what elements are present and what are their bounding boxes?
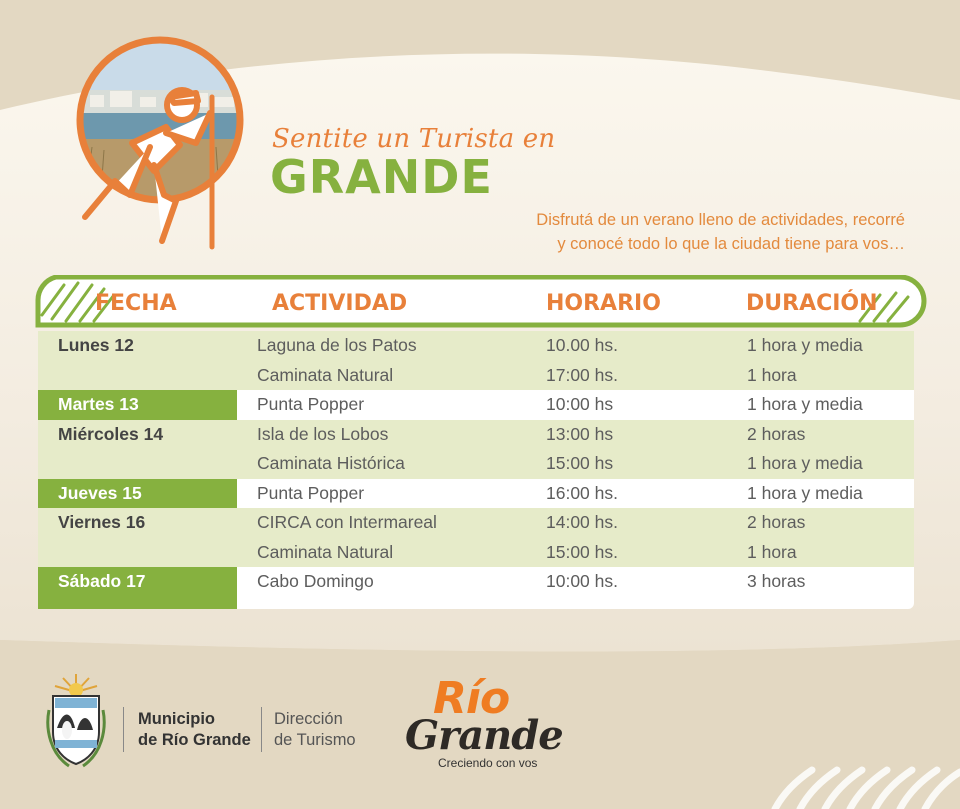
header-actividad: ACTIVIDAD xyxy=(272,291,408,316)
activity-cell: Caminata Histórica xyxy=(257,453,405,473)
duration-cell: 3 horas xyxy=(747,571,806,591)
date-cell: Lunes 12 xyxy=(58,335,134,355)
activity-cell: Isla de los Lobos xyxy=(257,423,389,444)
time-cell: 16:00 hs. xyxy=(546,482,618,503)
time-cell: 13:00 hs xyxy=(546,423,614,444)
activity-cell: Caminata Natural xyxy=(257,364,394,385)
duration-cell: 2 horas xyxy=(747,512,806,532)
brand-slogan: Creciendo con vos xyxy=(438,756,538,770)
table-row xyxy=(38,449,914,479)
duration-cell: 1 hora y media xyxy=(747,453,863,473)
table-row xyxy=(38,331,914,361)
brand-rio: Río xyxy=(433,673,510,724)
activity-cell: Cabo Domingo xyxy=(257,571,374,591)
title-script: Sentite un Turista en xyxy=(272,124,556,154)
municipio-label xyxy=(138,709,258,751)
municipio-line-2: de Río Grande xyxy=(138,731,251,749)
municipal-crest-icon xyxy=(45,670,107,770)
table-row xyxy=(38,420,914,450)
date-cell xyxy=(38,361,237,391)
footer-divider xyxy=(123,707,124,752)
direccion-line-2: de Turismo xyxy=(274,731,356,749)
time-cell: 10:00 hs xyxy=(546,394,614,414)
duration-cell: 1 hora y media xyxy=(747,482,863,503)
date-cell xyxy=(38,538,237,568)
time-cell: 17:00 hs. xyxy=(546,364,618,385)
activity-cell: Punta Popper xyxy=(257,394,365,414)
duration-cell: 1 hora y media xyxy=(747,335,863,355)
table-row xyxy=(38,567,914,609)
duration-cell: 2 horas xyxy=(747,423,806,444)
title-grande: GRANDE xyxy=(270,150,493,204)
time-cell: 14:00 hs. xyxy=(546,512,618,532)
date-cell: Viernes 16 xyxy=(58,512,146,532)
activity-cell: CIRCA con Intermareal xyxy=(257,512,437,532)
table-row xyxy=(38,508,914,538)
table-row xyxy=(38,479,914,509)
tagline-line-1: Disfrutá de un verano lleno de actividades, recorré xyxy=(536,211,905,229)
date-cell: Miércoles 14 xyxy=(58,423,164,444)
municipio-line-1: Municipio xyxy=(138,710,215,728)
footer-divider xyxy=(261,707,262,752)
schedule-table xyxy=(38,331,914,609)
duration-cell: 1 hora xyxy=(747,541,797,562)
header-fecha: FECHA xyxy=(95,291,177,316)
duration-cell: 1 hora y media xyxy=(747,394,863,414)
tagline-line-2: y conocé todo lo que la ciudad tiene para vos… xyxy=(557,235,905,253)
direccion-label xyxy=(274,709,374,751)
date-cell: Jueves 15 xyxy=(38,479,237,509)
date-cell: Martes 13 xyxy=(38,390,237,420)
duration-cell: 1 hora xyxy=(747,364,797,385)
table-row xyxy=(38,361,914,391)
date-cell: Sábado 17 xyxy=(38,567,237,609)
activity-cell: Caminata Natural xyxy=(257,541,394,562)
time-cell: 10:00 hs. xyxy=(546,571,618,591)
activity-cell: Laguna de los Patos xyxy=(257,335,417,355)
time-cell: 15:00 hs. xyxy=(546,541,618,562)
tagline xyxy=(485,208,905,256)
header-horario: HORARIO xyxy=(546,291,661,316)
table-row xyxy=(38,538,914,568)
activity-cell: Punta Popper xyxy=(257,482,365,503)
time-cell: 15:00 hs xyxy=(546,453,614,473)
date-cell xyxy=(38,449,237,479)
header-duracion: DURACIÓN xyxy=(746,291,878,316)
table-row xyxy=(38,390,914,420)
time-cell: 10.00 hs. xyxy=(546,335,618,355)
hiker-logo-icon xyxy=(70,35,250,250)
brand-grande: Grande xyxy=(405,712,563,759)
direccion-line-1: Dirección xyxy=(274,710,343,728)
